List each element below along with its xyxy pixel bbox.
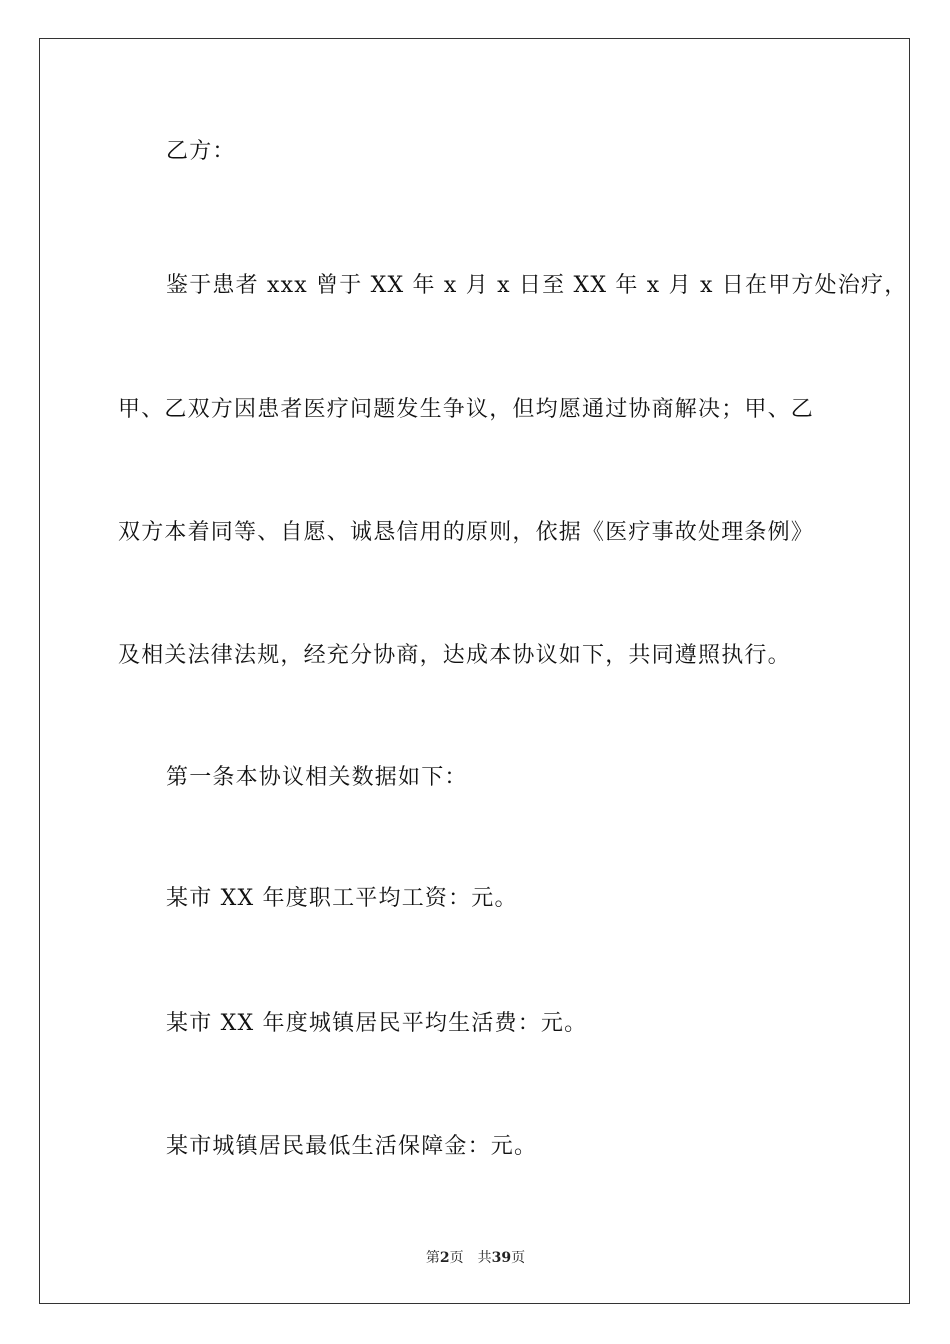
page-frame (39, 38, 910, 1304)
total-prefix: 共 (477, 1250, 492, 1266)
page-footer (40, 1249, 911, 1267)
total-pages: 39 (491, 1250, 512, 1266)
page-suffix: 页 (449, 1250, 464, 1266)
paragraph-line-3: 双方本着同等、自愿、诚恳信用的原则，依据《医疗事故处理条例》 (118, 520, 815, 545)
article-one-heading: 第一条本协议相关数据如下： (166, 765, 468, 790)
party-b-label: 乙方： (166, 139, 236, 164)
total-suffix: 页 (511, 1250, 526, 1266)
paragraph-line-1: 鉴于患者 xxx 曾于 XX 年 x 月 x 日至 XX 年 x 月 x 日在甲方处治疗， (166, 273, 908, 298)
data-item-minimum-security: 某市城镇居民最低生活保障金：元。 (166, 1134, 538, 1159)
page-prefix: 第 (425, 1250, 440, 1266)
page-number: 2 (439, 1250, 450, 1266)
paragraph-line-4: 及相关法律法规，经充分协商，达成本协议如下，共同遵照执行。 (118, 643, 791, 668)
paragraph-line-2: 甲、乙双方因患者医疗问题发生争议，但均愿通过协商解决；甲、乙 (118, 397, 815, 422)
data-item-average-wage: 某市 XX 年度职工平均工资：元。 (166, 886, 518, 911)
data-item-living-cost: 某市 XX 年度城镇居民平均生活费：元。 (166, 1011, 588, 1036)
